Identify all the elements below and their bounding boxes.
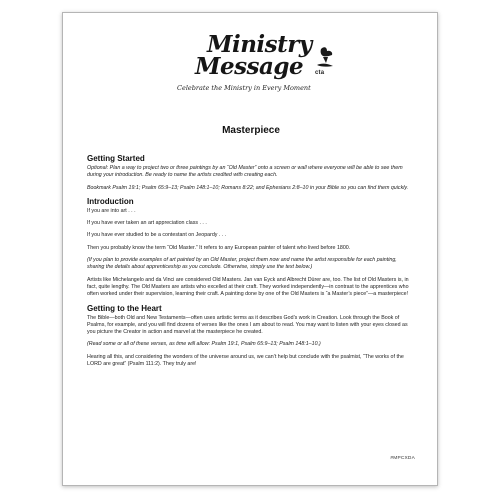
logo-tagline: Celebrate the Ministry in Every Moment xyxy=(177,84,311,92)
ministry-message-logo xyxy=(87,33,415,99)
paragraph: Bookmark Psalm 19:1; Psalm 65:9–13; Psalm 148:1–10; Romans 8:22; and Ephesians 2:8–10 in your Bible so you can find them quickly. xyxy=(87,184,409,191)
paragraph: Artists like Michelangelo and da Vinci are considered Old Masters. Jan van Eyck and Albrecht Dürer are, too. The list of Old Masters is, in fact, quite lengthy. The Old Masters are artists who excelled at their craft. They worked independently—in contrast to the apprentices who often worked under their supervision, learning their craft. A painting done by one of the Old Masters is “a Master’s piece”—a masterpiece! xyxy=(87,276,409,298)
section-heading: Getting to the Heart xyxy=(87,303,162,313)
paragraph: Optional: Plan a way to project two or three paintings by an “Old Master” onto a screen or wall where everyone will be able to see them during your introduction. Be ready to name the artists credited with creating each. xyxy=(87,165,403,179)
logo-line1: Ministry xyxy=(207,31,312,58)
cta-mark-label: cta xyxy=(315,70,325,76)
logo-line2: Message xyxy=(195,53,304,80)
document-page xyxy=(62,12,438,486)
paragraph: Then you probably know the term “Old Master.” It refers to any European painter of talent who lived before 1800. xyxy=(87,244,351,251)
paragraph: (If you plan to provide examples of art painted by an Old Master, project them now and name the artist responsible for each painting, sharing the details about apprenticeship as you conclude. Otherwise, simply use the text below.) xyxy=(87,257,397,271)
paragraph: The Bible—both Old and New Testaments—often uses artistic terms as it describes God’s work in Creation. Look through the Book of Psalms, for example, and you will find dozens of verses like the ones I am about to read. You may want to listen with your eyes closed as you picture the Creator in action and marvel at the masterpiece he created. xyxy=(87,314,408,336)
section-heading: Introduction xyxy=(87,196,134,206)
document-body xyxy=(87,154,415,373)
paragraph: Hearing all this, and considering the wonders of the universe around us, we can’t help but conclude with the psalmist, “The works of the LORD are great” (Psalm 111:2). They truly are! xyxy=(87,353,404,368)
product-code: #MPCXDA xyxy=(390,456,415,461)
section-getting-started xyxy=(87,154,415,192)
paragraph: If you are into art . . . xyxy=(87,207,136,214)
section-getting-to-the-heart xyxy=(87,304,415,369)
paragraph: If you have ever studied to be a contestant on Jeopardy . . . xyxy=(87,232,227,239)
paragraph: If you have ever taken an art appreciation class . . . xyxy=(87,220,207,227)
section-introduction xyxy=(87,197,415,299)
paragraph: (Read some or all of these verses, as time will allow: Psalm 19:1, Psalm 65:9–13; Psalm 148:1–10.) xyxy=(87,341,321,348)
section-heading: Getting Started xyxy=(87,154,145,163)
page-title: Masterpiece xyxy=(222,125,280,136)
